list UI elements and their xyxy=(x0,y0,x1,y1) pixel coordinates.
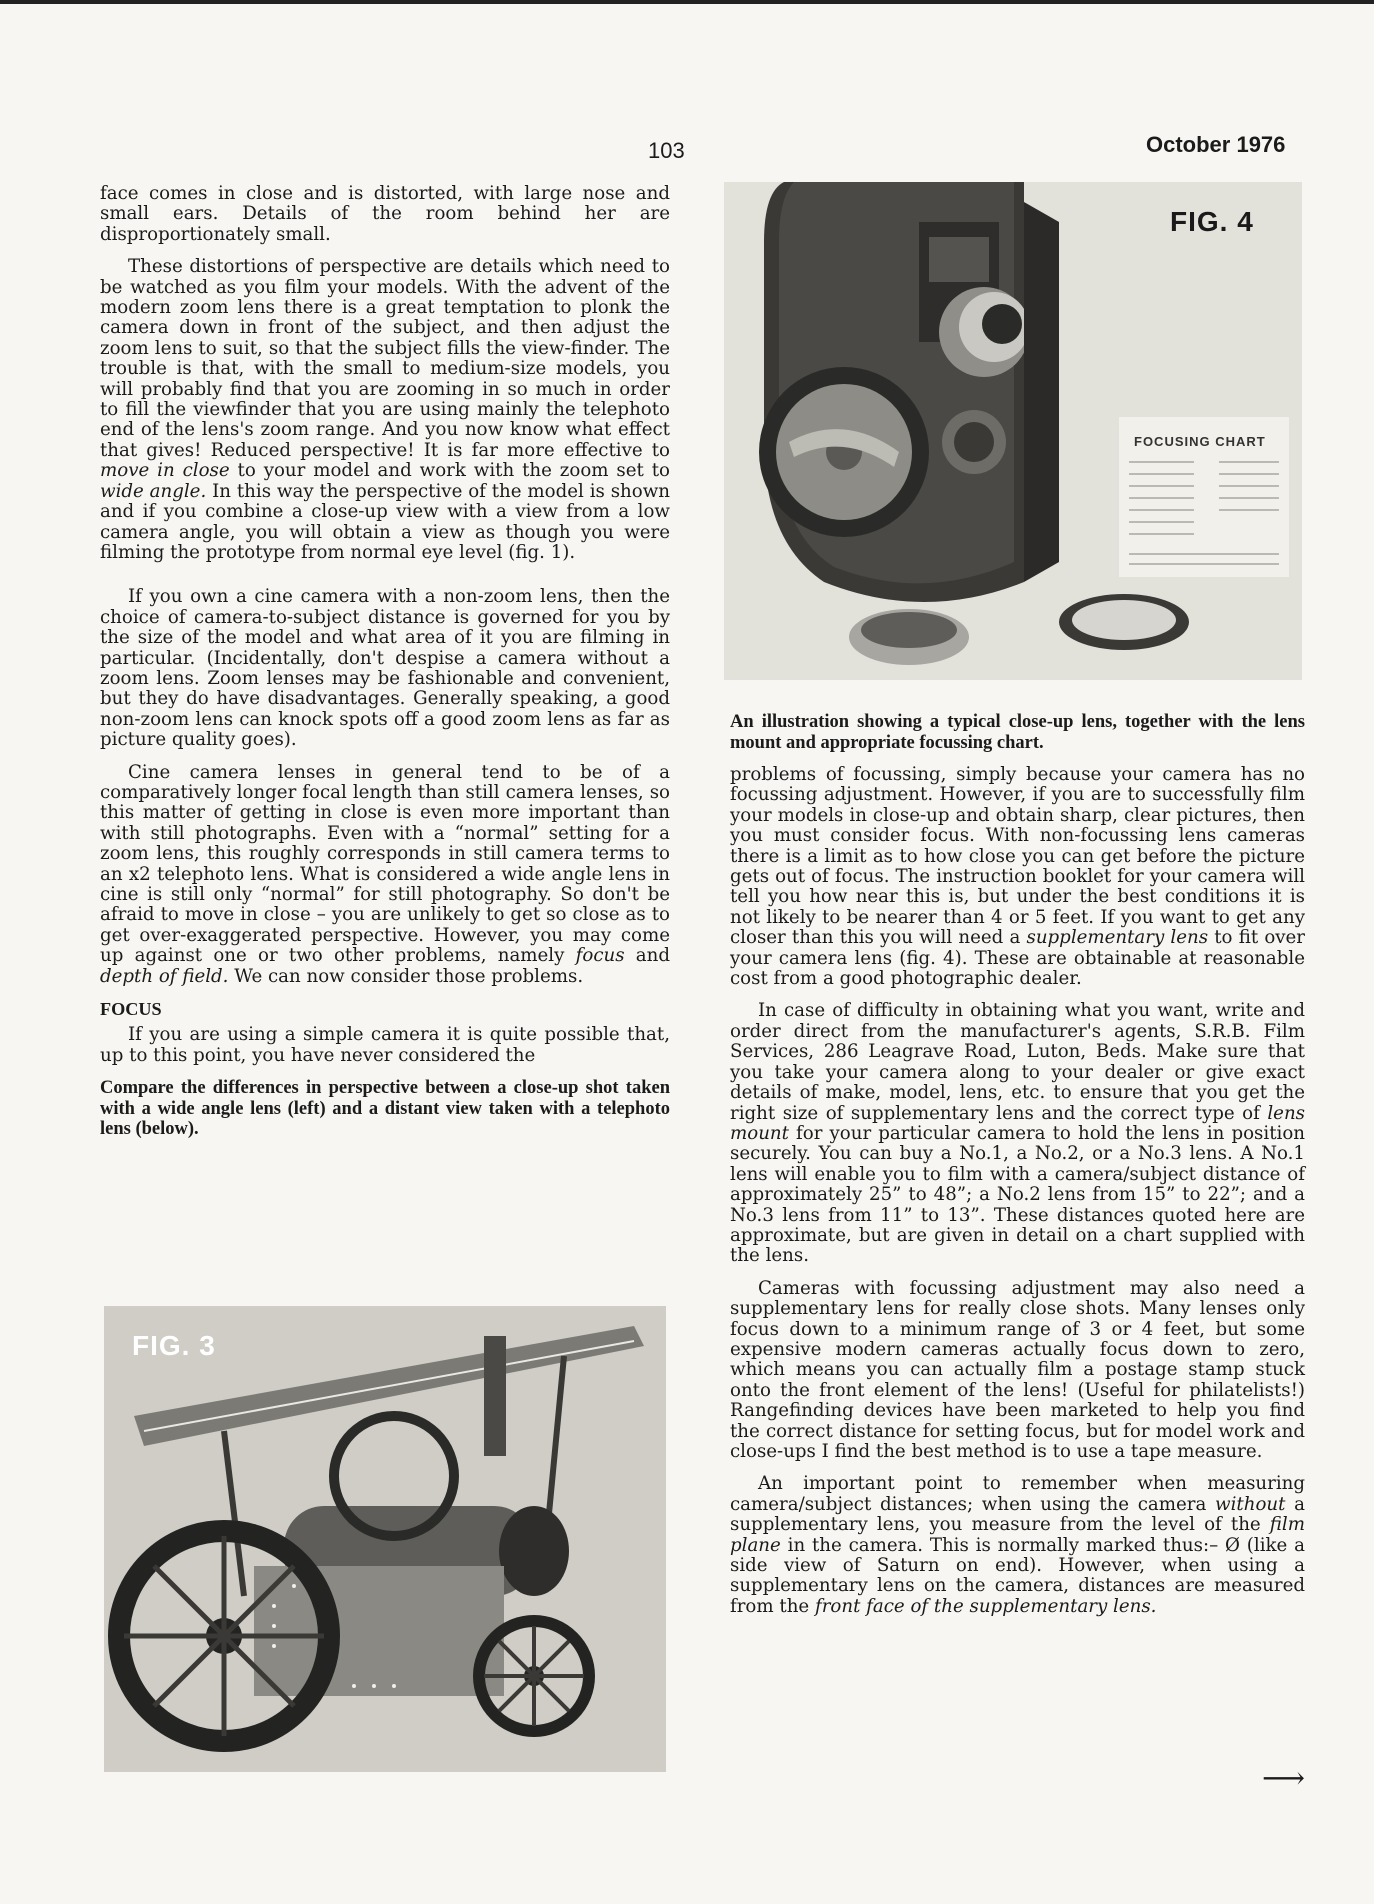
figure-caption: An illustration showing a typical close-up lens, together with the lens mount and appropriate focussing chart. xyxy=(730,712,1305,753)
paragraph: Cine camera lenses in general tend to be of a comparatively longer focal length than still camera lenses, so this matter of getting in close is even more important than with still photographs. Even with a “normal” setting for a zoom lens, this roughly corresponds in still camera terms to an x2 telephoto lens. What is considered a wide angle lens in cine is still only “normal” for still photography. So don't be afraid to move in close – you are unlikely to get so close as to get over-exaggerated perspective. However, you may come up against one or two other problems, namely focus and depth of field. We can now consider those problems. xyxy=(100,761,671,987)
fig3-traction-engine-photo xyxy=(104,1306,666,1772)
focusing-chart-title: FOCUSING CHART xyxy=(1134,434,1266,449)
paragraph: An important point to remember when measuring camera/subject distances; when using the camera without a supplementary lens, you measure from the level of the film plane in the camera. This is normally marked thus:– Ø (like a side view of Saturn on end). However, when using a supplementary lens on the camera, distances are measured from the front face of the supplementary lens. xyxy=(730,1473,1306,1617)
paragraph: These distortions of perspective are details which need to be watched as you film your models. With the advent of the modern zoom lens there is a great temptation to plonk the camera down in front of the subject, and then adjust the zoom lens to suit, so that the subject fills the view-finder. The trouble is that, with the small to medium-size models, you will probably find that you are zooming in so much in order to fill the viewfinder that you are using mainly the telephoto end of the lens's zoom range. And you now know what effect that gives! Reduced perspective! It is far more effective to move in close to your model and work with the zoom set to wide angle. In this way the perspective of the model is shown and if you combine a close-up view with a view from a low camera angle, you will obtain a view as though you were filming the prototype from normal eye level (fig. 1). xyxy=(100,256,671,563)
continued-arrow-icon: ⟶ xyxy=(1262,1761,1306,1796)
fig3-label: FIG. 3 xyxy=(132,1330,216,1361)
fig4-label: FIG. 4 xyxy=(1170,206,1254,237)
traction-engine-illustration xyxy=(104,1306,666,1772)
camera-illustration xyxy=(724,182,1302,680)
issue-date: October 1976 xyxy=(1146,132,1286,157)
paragraph: If you own a cine camera with a non-zoom lens, then the choice of camera-to-subject distance is governed for you by the size of the model and what area of it you are filming in particular. (Incidentally, don't despise a camera without a zoom lens. Zoom lenses may be fashionable and convenient, but they do have disadvantages. Generally speaking, a good non-zoom lens can knock spots off a good zoom lens as far as picture quality goes). xyxy=(100,586,670,751)
paragraph: If you are using a simple camera it is quite possible that, up to this point, you have never considered the xyxy=(100,1024,670,1066)
left-column xyxy=(100,184,670,1152)
paragraph: In case of difficulty in obtaining what you want, write and order direct from the manufacturer's agents, S.R.B. Film Services, 286 Leagrave Road, Luton, Beds. Make sure that you take your camera along to your dealer or give exact details of make, model, lens, etc. to ensure that you get the right size of supplementary lens and the correct type of lens mount for your particular camera to hold the lens in position securely. You can buy a No.1, a No.2, or a No.3 lens. A No.1 lens will enable you to film with a camera/subject distance of approximately 25” to 48”; a No.2 lens from 15” to 22”; and a No.3 lens from 11” to 13”. These distances quoted here are approximate, but are given in detail on a chart supplied with the lens. xyxy=(730,1000,1305,1267)
paragraph: Cameras with focussing adjustment may also need a supplementary lens for really close shots. Many lenses only focus down to a minimum range of 3 or 4 feet, but some expensive modern cameras actually focus down to zero, which means you can actually film a postage stamp stuck onto the front element of the lens! (Useful for philatelists!) Rangefinding devices have been marketed to help you find the correct distance for setting focus, but for model work and close-ups I find the best method is to use a tape measure. xyxy=(730,1277,1305,1462)
paragraph: face comes in close and is distorted, with large nose and small ears. Details of the room behind her are disproportionately small. xyxy=(100,183,670,245)
page-number: 103 xyxy=(648,138,685,163)
paragraph: problems of focussing, simply because your camera has no focussing adjustment. However, if you are to successfully film your models in close-up and obtain sharp, clear pictures, then you must consider focus. With non-focussing lens cameras there is a limit as to how close you can get before the picture gets out of focus. The instruction booklet for your camera will tell you how near this is, but under the best conditions it is not likely to be nearer than 4 or 5 feet. If you want to get any closer than this you will need a supplementary lens to fit over your camera lens (fig. 4). These are obtainable at reasonable cost from a good photographic dealer. xyxy=(730,764,1305,990)
right-column xyxy=(730,700,1305,1629)
figure-caption: Compare the differences in perspective between a close-up shot taken with a wide angle lens (left) and a distant view taken with a telephoto lens (below). xyxy=(100,1078,670,1140)
section-heading: FOCUS xyxy=(100,999,162,1020)
top-rule xyxy=(0,0,1374,4)
fig4-camera-photo xyxy=(724,182,1302,680)
